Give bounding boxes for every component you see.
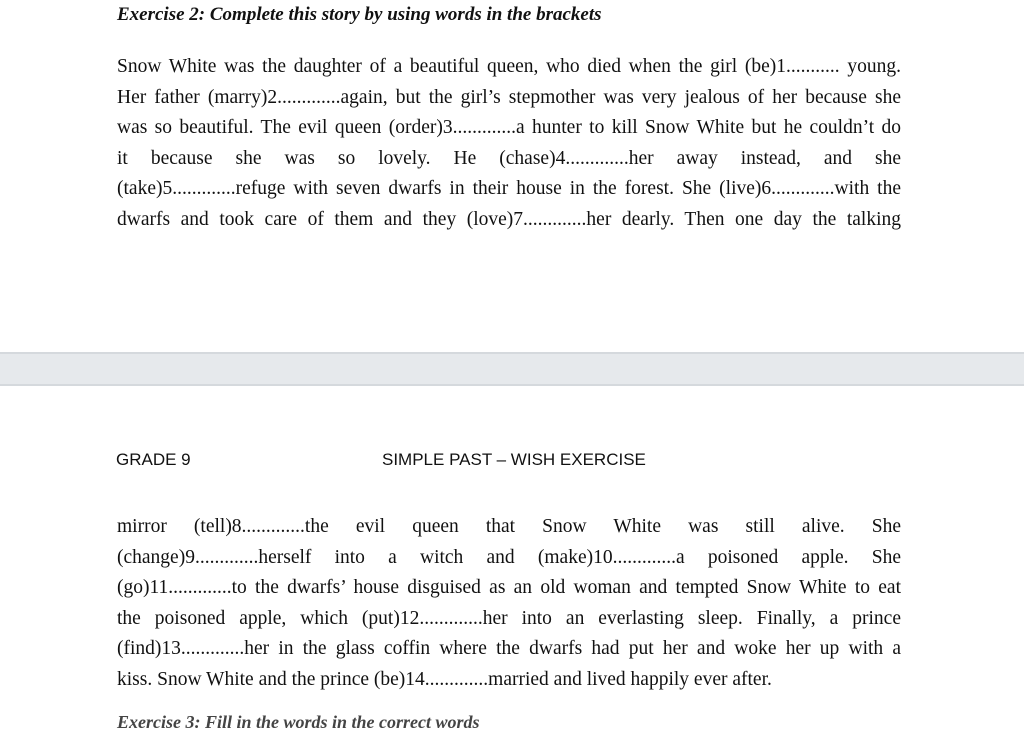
story-line: it because she was so lovely. He (chase)4.............her away instead, and she [117, 147, 901, 169]
story-paragraph-part1 [117, 52, 901, 235]
story-line: (find)13.............her in the glass coffin where the dwarfs had put her and woke her up with a [117, 638, 901, 659]
story-line: was so beautiful. The evil queen (order)3.............a hunter to kill Snow White but he couldn’t do [117, 117, 901, 138]
story-line: (go)11.............to the dwarfs’ house disguised as an old woman and tempted Snow White to eat [117, 577, 901, 598]
story-line: Snow White was the daughter of a beautiful queen, who died when the girl (be)1........... young. [117, 56, 901, 77]
page-separator [0, 352, 1024, 386]
document-page-1 [0, 0, 1024, 352]
story-line: kiss. Snow White and the prince (be)14.............married and lived happily ever after. [117, 668, 772, 690]
story-line: (change)9.............herself into a witch and (make)10.............a poisoned apple. She [117, 546, 901, 568]
story-paragraph-part2 [117, 512, 901, 695]
story-line: (take)5.............refuge with seven dwarfs in their house in the forest. She (live)6.............with the [117, 178, 901, 199]
worksheet-title: SIMPLE PAST – WISH EXERCISE [382, 450, 646, 469]
story-line: Her father (marry)2.............again, but the girl’s stepmother was very jealous of her because she [117, 86, 901, 108]
next-heading-cut-off: Exercise 3: Fill in the words in the correct words [117, 712, 480, 732]
grade-label: GRADE 9 [116, 450, 191, 469]
story-line: mirror (tell)8.............the evil queen that Snow White was still alive. She [117, 516, 901, 537]
story-line: the poisoned apple, which (put)12.............her into an everlasting sleep. Finally, a prince [117, 607, 901, 629]
document-page-2 [0, 386, 1024, 732]
exercise-heading: Exercise 2: Complete this story by using words in the brackets [117, 4, 602, 25]
story-line: dwarfs and took care of them and they (love)7.............her dearly. Then one day the talking [117, 208, 901, 230]
